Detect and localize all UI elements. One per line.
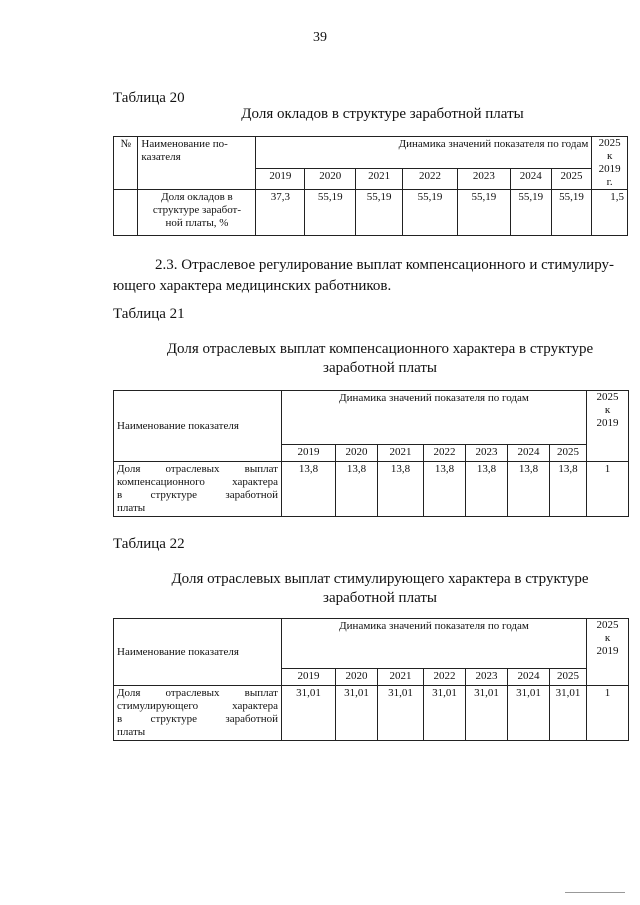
header-last-line: к [604, 632, 611, 644]
year-cell: 2023 [466, 669, 508, 686]
header-last-line: 2025 [596, 619, 619, 631]
year-cell: 2021 [356, 169, 403, 190]
year-cell: 2020 [336, 669, 378, 686]
header-last-line: к [606, 150, 613, 162]
header-last-line: 2019 [598, 163, 621, 175]
year-cell: 2021 [378, 445, 424, 462]
year-cell: 2022 [424, 669, 466, 686]
table-21-title [140, 340, 620, 378]
table-21-label: Таблица 21 [113, 306, 185, 322]
table-row [114, 190, 628, 236]
header-indicator-name: Наименование показателя [114, 619, 282, 686]
year-cell: 2024 [510, 169, 551, 190]
row-indicator-name [138, 190, 256, 236]
value-cell: 55,19 [457, 190, 510, 236]
value-cell: 31,01 [424, 686, 466, 741]
ratio-cell: 1,5 [592, 190, 628, 236]
row-indicator-name [114, 686, 282, 741]
header-2025-vs-2019 [587, 391, 629, 462]
header-dynamics: Динамика значений показателя по годам [282, 619, 587, 669]
value-cell: 13,8 [424, 462, 466, 517]
header-indicator-name: Наименование показателя [114, 391, 282, 462]
header-2025-vs-2019 [587, 619, 629, 686]
year-cell: 2019 [282, 669, 336, 686]
header-last-line: 2025 [598, 137, 621, 149]
year-cell: 2024 [508, 669, 550, 686]
value-cell: 55,19 [356, 190, 403, 236]
table-row [114, 462, 629, 517]
value-cell: 31,01 [508, 686, 550, 741]
value-cell: 13,8 [282, 462, 336, 517]
header-last-line: 2019 [596, 645, 619, 657]
header-last-line: г. [606, 176, 613, 188]
value-cell: 55,19 [305, 190, 356, 236]
header-dynamics: Динамика значений показателя по годам [282, 391, 587, 445]
section-paragraph-line: ющего характера медицинских работников. [113, 278, 392, 294]
row-name-line: Доля отраслевых выплат [117, 687, 278, 699]
value-cell: 55,19 [551, 190, 592, 236]
year-cell: 2025 [550, 669, 587, 686]
header-last-line: к [604, 404, 611, 416]
row-name-line: компенсационного характера [117, 476, 278, 488]
header-last-line: 2025 [596, 391, 619, 403]
year-cell: 2025 [550, 445, 587, 462]
table-20-label: Таблица 20 [113, 90, 185, 106]
year-cell: 2020 [305, 169, 356, 190]
page-number: 39 [313, 30, 327, 45]
section-paragraph-line: 2.3. Отраслевое регулирование выплат компенсационного и стимулиру- [155, 257, 615, 273]
ratio-cell: 1 [587, 462, 629, 517]
table-20-title: Доля окладов в структуре заработной платы [241, 106, 524, 122]
header-last-line: 2019 [596, 417, 619, 429]
year-cell: 2023 [457, 169, 510, 190]
row-name-line: платы [117, 502, 146, 514]
ratio-cell: 1 [587, 686, 629, 741]
table-22-title [140, 570, 620, 608]
value-cell: 31,01 [282, 686, 336, 741]
year-cell: 2022 [424, 445, 466, 462]
row-name-line: в структуре заработной [117, 489, 278, 501]
year-cell: 2022 [403, 169, 458, 190]
value-cell: 31,01 [550, 686, 587, 741]
header-number: № [114, 137, 138, 190]
table-22 [113, 618, 629, 741]
value-cell: 37,3 [256, 190, 305, 236]
value-cell: 13,8 [378, 462, 424, 517]
year-cell: 2019 [282, 445, 336, 462]
footer-divider [565, 892, 625, 893]
value-cell: 13,8 [508, 462, 550, 517]
value-cell: 13,8 [550, 462, 587, 517]
header-indicator-name-line: казателя [141, 151, 181, 163]
row-number [114, 190, 138, 236]
table-21 [113, 390, 629, 517]
header-indicator-name [138, 137, 256, 190]
value-cell: 55,19 [403, 190, 458, 236]
value-cell: 13,8 [466, 462, 508, 517]
row-name-line: структуре заработ- [152, 204, 242, 216]
value-cell: 55,19 [510, 190, 551, 236]
row-name-line: ной платы, % [165, 217, 229, 229]
value-cell: 31,01 [336, 686, 378, 741]
header-dynamics: Динамика значений показателя по годам [256, 137, 592, 169]
year-cell: 2020 [336, 445, 378, 462]
header-2025-vs-2019 [592, 137, 628, 190]
year-cell: 2021 [378, 669, 424, 686]
row-name-line: в структуре заработной [117, 713, 278, 725]
year-cell: 2024 [508, 445, 550, 462]
row-name-line: Доля окладов в [161, 191, 233, 203]
value-cell: 31,01 [466, 686, 508, 741]
table-21-title-line: Доля отраслевых выплат компенсационного характера в структуре [166, 341, 594, 357]
row-name-line: стимулирующего характера [117, 700, 278, 712]
table-20 [113, 136, 628, 236]
table-22-label: Таблица 22 [113, 536, 185, 552]
row-name-line: Доля отраслевых выплат [117, 463, 278, 475]
value-cell: 13,8 [336, 462, 378, 517]
row-indicator-name [114, 462, 282, 517]
year-cell: 2025 [551, 169, 592, 190]
year-cell: 2019 [256, 169, 305, 190]
row-name-line: платы [117, 726, 146, 738]
table-22-title-line: заработной платы [323, 590, 437, 606]
table-21-title-line: заработной платы [323, 360, 437, 376]
table-22-title-line: Доля отраслевых выплат стимулирующего характера в структуре [171, 571, 589, 587]
value-cell: 31,01 [378, 686, 424, 741]
header-indicator-name-line: Наименование по- [141, 138, 228, 150]
table-row [114, 686, 629, 741]
year-cell: 2023 [466, 445, 508, 462]
